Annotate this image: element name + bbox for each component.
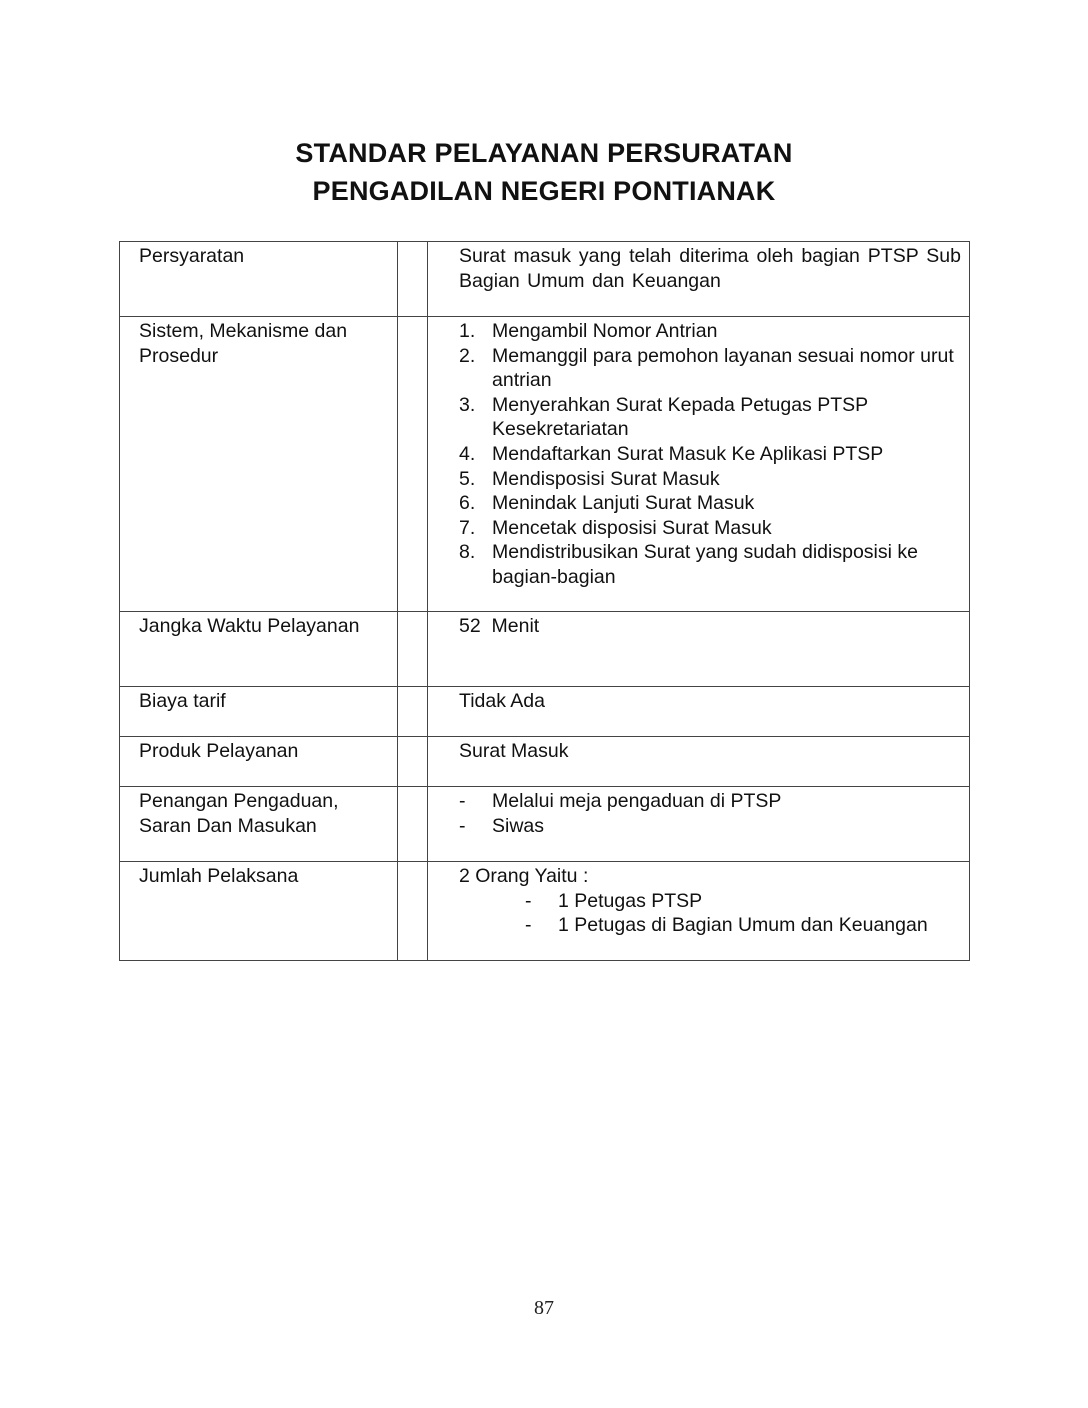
step-text: Menindak Lanjuti Surat Masuk — [492, 492, 755, 515]
procedure-step — [459, 344, 961, 393]
item-text: 1 Petugas PTSP — [558, 889, 703, 912]
table-row-sistem-mekanisme — [120, 317, 970, 612]
separator-cell — [398, 317, 428, 612]
title-line-1: STANDAR PELAYANAN PERSURATAN — [295, 138, 793, 168]
row-label: Jangka Waktu Pelayanan — [120, 612, 398, 687]
step-number: 5. — [459, 467, 476, 490]
item-text: Melalui meja pengaduan di PTSP — [492, 790, 782, 812]
step-text: Mencetak disposisi Surat Masuk — [492, 516, 772, 539]
row-value: Tidak Ada — [428, 687, 970, 737]
separator-cell — [398, 612, 428, 687]
row-value — [428, 317, 970, 612]
dash-bullet: - — [525, 914, 532, 937]
step-text: Memanggil para pemohon layanan sesuai nomor urut antrian — [492, 344, 954, 392]
separator-cell — [398, 737, 428, 787]
step-text: Mendaftarkan Surat Masuk Ke Aplikasi PTSP — [492, 442, 884, 465]
procedure-step — [459, 467, 961, 492]
row-value — [428, 862, 970, 961]
separator-cell — [398, 862, 428, 961]
step-text: Menyerahkan Surat Kepada Petugas PTSP Kesekretariatan — [492, 393, 868, 441]
duration-value: 52 Menit — [459, 615, 540, 637]
list-item — [459, 789, 961, 814]
procedure-step — [459, 319, 961, 344]
page-number: 87 — [534, 1297, 554, 1319]
procedure-step — [459, 491, 961, 516]
procedure-step — [459, 442, 961, 467]
separator-cell — [398, 687, 428, 737]
item-text: Siwas — [492, 814, 545, 837]
document-title — [0, 134, 1088, 210]
table-row-pengaduan — [120, 787, 970, 862]
separator-cell — [398, 787, 428, 862]
row-label: Penangan Pengaduan, Saran Dan Masukan — [120, 787, 398, 862]
table-row-produk-pelayanan — [120, 737, 970, 787]
table-row-biaya-tarif — [120, 687, 970, 737]
table-row-persyaratan — [120, 242, 970, 317]
row-label: Jumlah Pelaksana — [120, 862, 398, 961]
step-text: Mendistribusikan Surat yang sudah didisposisi ke bagian-bagian — [492, 541, 918, 588]
list-item — [459, 814, 961, 839]
title-line-2: PENGADILAN NEGERI PONTIANAK — [312, 176, 776, 206]
dash-bullet: - — [525, 889, 532, 912]
service-standard-table — [119, 241, 970, 961]
dash-bullet: - — [459, 790, 466, 812]
procedure-step — [459, 516, 961, 541]
separator-cell — [398, 242, 428, 317]
step-number: 1. — [459, 320, 476, 342]
dash-bullet: - — [459, 814, 466, 837]
list-item — [459, 889, 961, 914]
row-label: Biaya tarif — [120, 687, 398, 737]
table-row-jumlah-pelaksana — [120, 862, 970, 961]
row-value: Surat masuk yang telah diterima oleh bagian PTSP Sub Bagian Umum dan Keuangan — [428, 242, 970, 317]
step-number: 2. — [459, 344, 476, 367]
list-item — [459, 913, 961, 938]
table-row-jangka-waktu — [120, 612, 970, 687]
step-number: 6. — [459, 492, 476, 515]
step-number: 3. — [459, 393, 476, 416]
step-text: Mendisposisi Surat Masuk — [492, 467, 720, 490]
complaint-channel-list — [459, 789, 961, 838]
row-label: Persyaratan — [120, 242, 398, 317]
step-number: 8. — [459, 541, 476, 564]
item-text: 1 Petugas di Bagian Umum dan Keuangan — [558, 914, 928, 937]
row-label: Sistem, Mekanisme dan Prosedur — [120, 317, 398, 612]
row-value: Surat Masuk — [428, 737, 970, 787]
staff-list — [459, 889, 961, 938]
row-label: Produk Pelayanan — [120, 737, 398, 787]
row-value — [428, 612, 970, 687]
row-value — [428, 787, 970, 862]
step-number: 4. — [459, 442, 476, 465]
staff-count: 2 Orang Yaitu : — [459, 865, 589, 887]
procedure-step — [459, 393, 961, 442]
procedure-list — [459, 319, 961, 590]
step-number: 7. — [459, 516, 476, 539]
step-text: Mengambil Nomor Antrian — [492, 320, 718, 342]
procedure-step — [459, 540, 961, 589]
